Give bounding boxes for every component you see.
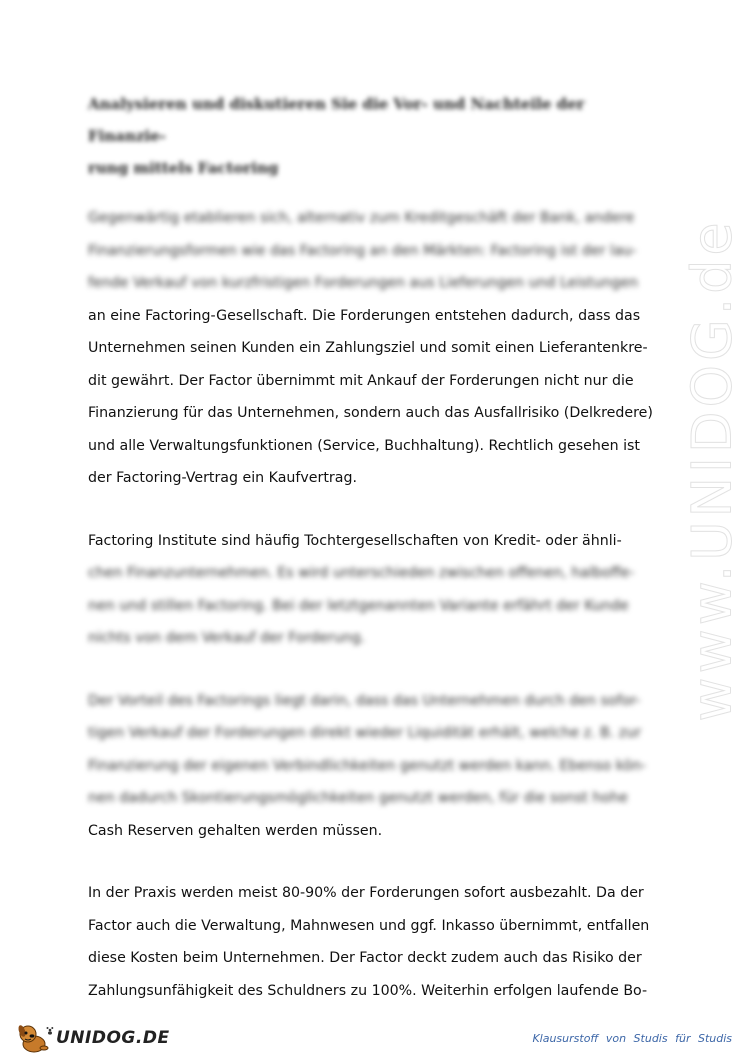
text-line: dit gewährt. Der Factor übernimmt mit Ankauf der Forderungen nicht nur die — [88, 372, 634, 389]
document-body — [88, 88, 658, 1037]
blurred-text-line: fende Verkauf von kurzfristigen Forderungen aus Lieferungen und Leistungen — [88, 275, 638, 291]
blurred-text-line: nichts von dem Verkauf der Forderung. — [88, 630, 366, 646]
footer — [0, 1016, 750, 1060]
text-line: Factoring Institute sind häufig Tochtergesellschaften von Kredit- oder ähnli- — [88, 532, 622, 549]
title-line: Analysieren und diskutieren Sie die Vor- und Nachteile der Finanzie- — [88, 95, 585, 145]
text-line: Finanzierung für das Unternehmen, sondern auch das Ausfallrisiko (Delkredere) — [88, 405, 653, 421]
blurred-text-line: nen dadurch Skontierungsmöglichkeiten genutzt werden, für die sonst hohe — [88, 790, 628, 806]
paragraphs — [88, 202, 658, 1007]
unidog-logo[interactable] — [14, 1022, 170, 1054]
title-line: rung mittels Factoring — [88, 159, 279, 177]
paragraph — [88, 685, 658, 848]
text-line: und alle Verwaltungsfunktionen (Service, Buchhaltung). Rechtlich gesehen ist — [88, 437, 640, 454]
text-line: diese Kosten beim Unternehmen. Der Factor deckt zudem auch das Risiko der — [88, 950, 642, 966]
blurred-text-line: Finanzierungsformen wie das Factoring an den Märkten: Factoring ist der lau- — [88, 242, 637, 259]
footer-slogan: Klausurstoff von Studis für Studis — [532, 1032, 732, 1045]
paragraph — [88, 877, 658, 1007]
blurred-text-line: chen Finanzunternehmen. Es wird unterschieden zwischen offenen, halboffe- — [88, 565, 635, 581]
text-line: In der Praxis werden meist 80-90% der Forderungen sofort ausbezahlt. Da der — [88, 885, 644, 901]
document-title — [88, 88, 658, 184]
text-line: Factor auch die Verwaltung, Mahnwesen und ggf. Inkasso übernimmt, entfallen — [88, 917, 650, 934]
text-line: Unternehmen seinen Kunden ein Zahlungsziel und somit einen Lieferantenkre- — [88, 340, 648, 356]
blurred-text-line: Der Vorteil des Factorings liegt darin, dass das Unternehmen durch den sofor- — [88, 692, 641, 709]
dog-mascot-icon — [14, 1022, 54, 1054]
blurred-text-line: tigen Verkauf der Forderungen direkt wieder Liquidität erhält, welche z. B. zur — [88, 725, 642, 741]
blurred-text-line: Gegenwärtig etablieren sich, alternativ zum Kreditgeschäft der Bank, andere — [88, 210, 635, 226]
blurred-text-line: nen und stillen Factoring. Bei der letztgenannten Variante erfährt der Kunde — [88, 597, 629, 614]
watermark: www.UNIDOG.de — [680, 218, 744, 722]
logo-text: UNIDOG.DE — [56, 1028, 170, 1048]
paragraph — [88, 525, 658, 655]
text-line: an eine Factoring-Gesellschaft. Die Forderungen entstehen dadurch, dass das — [88, 307, 641, 324]
text-line: Zahlungsunfähigkeit des Schuldners zu 100%. Weiterhin erfolgen laufende Bo- — [88, 982, 648, 999]
text-line: Cash Reserven gehalten werden müssen. — [88, 822, 383, 839]
paragraph — [88, 202, 658, 495]
text-line: der Factoring-Vertrag ein Kaufvertrag. — [88, 470, 357, 486]
blurred-text-line: Finanzierung der eigenen Verbindlichkeiten genutzt werden kann. Ebenso kön- — [88, 757, 647, 774]
